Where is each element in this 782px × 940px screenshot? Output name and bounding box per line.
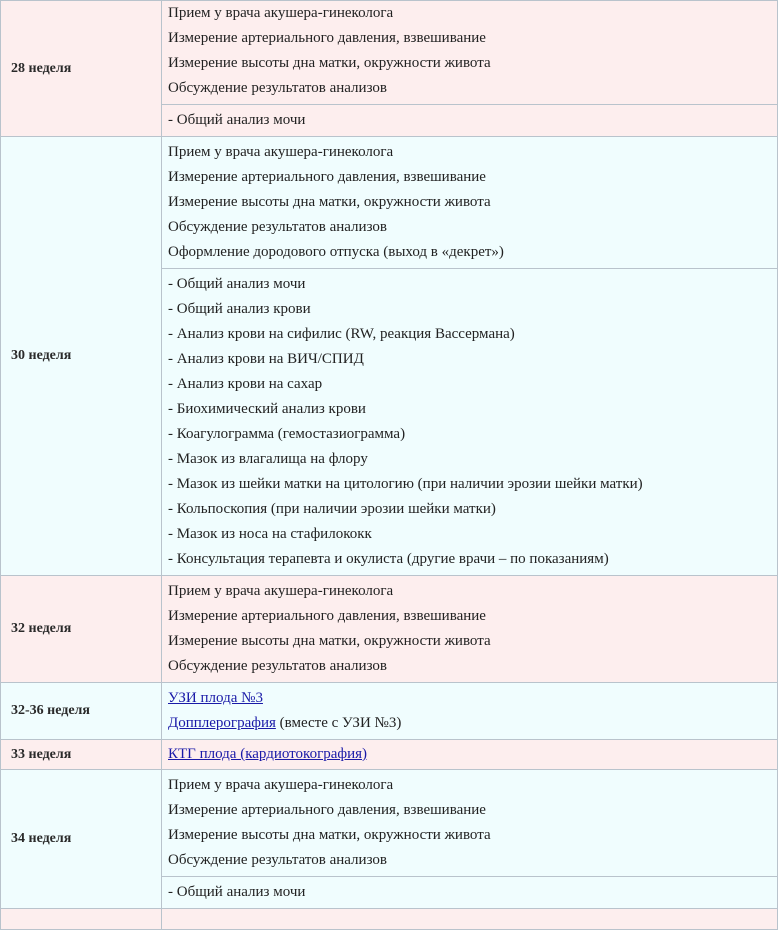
list-item: - Консультация терапевта и окулиста (другие врачи – по показаниям) [168, 551, 609, 567]
tests-block [162, 104, 777, 136]
list-item: - Общий анализ мочи [168, 112, 306, 128]
list-item: - Мазок из влагалища на флору [168, 451, 368, 467]
week-label: 30 неделя [1, 137, 162, 576]
list-item: Обсуждение результатов анализов [168, 219, 387, 235]
table-row [1, 740, 778, 770]
list-item: Измерение артериального давления, взвешивание [168, 608, 486, 624]
table-row [1, 770, 778, 909]
ultrasound-3-link[interactable]: УЗИ плода №3 [168, 690, 263, 706]
row-content [162, 137, 778, 576]
list-item: Обсуждение результатов анализов [168, 80, 387, 96]
list-item [162, 711, 777, 736]
row-content [162, 1, 778, 137]
list-item: Измерение высоты дна матки, окружности живота [168, 633, 491, 649]
tests-block [162, 876, 777, 908]
week-label: 33 неделя [1, 740, 162, 770]
table-row [1, 1, 778, 137]
list-item [162, 686, 777, 711]
week-label: 34 неделя [1, 770, 162, 909]
list-item: - Мазок из носа на стафилококк [168, 526, 372, 542]
procedures-block [162, 137, 777, 268]
list-item: Обсуждение результатов анализов [168, 852, 387, 868]
link-note: (вместе с УЗИ №3) [275, 715, 402, 731]
list-item: - Кольпоскопия (при наличии эрозии шейки матки) [168, 501, 496, 517]
list-item: Измерение артериального давления, взвешивание [168, 802, 486, 818]
week-label: 28 неделя [1, 1, 162, 137]
dopplerography-link[interactable]: Допплерография [168, 715, 276, 731]
list-item: Прием у врача акушера-гинеколога [168, 777, 394, 793]
list-item: Измерение высоты дна матки, окружности живота [168, 827, 491, 843]
procedures-block [162, 1, 777, 104]
row-content [162, 576, 778, 683]
ctg-link[interactable]: КТГ плода (кардиотокография) [168, 746, 368, 762]
list-item: Измерение артериального давления, взвешивание [168, 30, 486, 46]
table-row [1, 137, 778, 576]
list-item: - Общий анализ крови [168, 301, 311, 317]
list-item: - Общий анализ мочи [168, 884, 306, 900]
list-item: Измерение артериального давления, взвешивание [168, 169, 486, 185]
list-item: - Анализ крови на ВИЧ/СПИД [168, 351, 364, 367]
list-item [162, 742, 777, 767]
procedures-block [162, 576, 777, 682]
list-item: Прием у врача акушера-гинеколога [168, 144, 394, 160]
table-row [1, 683, 778, 740]
tests-block [162, 268, 777, 575]
list-item: - Анализ крови на сахар [168, 376, 323, 392]
list-item: Прием у врача акушера-гинеколога [168, 5, 394, 21]
list-item: - Общий анализ мочи [168, 276, 306, 292]
list-item: Прием у врача акушера-гинеколога [168, 583, 394, 599]
week-label [1, 909, 162, 930]
row-content [162, 909, 778, 930]
list-item: - Коагулограмма (гемостазиограмма) [168, 426, 406, 442]
list-item: Измерение высоты дна матки, окружности живота [168, 55, 491, 71]
list-item: - Анализ крови на сифилис (RW, реакция Вассермана) [168, 326, 515, 342]
row-content [162, 683, 778, 740]
row-content [162, 740, 778, 770]
list-item: Оформление дородового отпуска (выход в «декрет») [168, 244, 504, 260]
list-item: Обсуждение результатов анализов [168, 658, 387, 674]
list-item: - Мазок из шейки матки на цитологию (при наличии эрозии шейки матки) [168, 476, 643, 492]
links-block [162, 740, 777, 769]
links-block [162, 683, 777, 739]
procedures-block [162, 770, 777, 876]
list-item: - Биохимический анализ крови [168, 401, 366, 417]
week-label: 32 неделя [1, 576, 162, 683]
table-row [1, 909, 778, 930]
table-row [1, 576, 778, 683]
row-content [162, 770, 778, 909]
week-label: 32-36 неделя [1, 683, 162, 740]
list-item: Измерение высоты дна матки, окружности живота [168, 194, 491, 210]
